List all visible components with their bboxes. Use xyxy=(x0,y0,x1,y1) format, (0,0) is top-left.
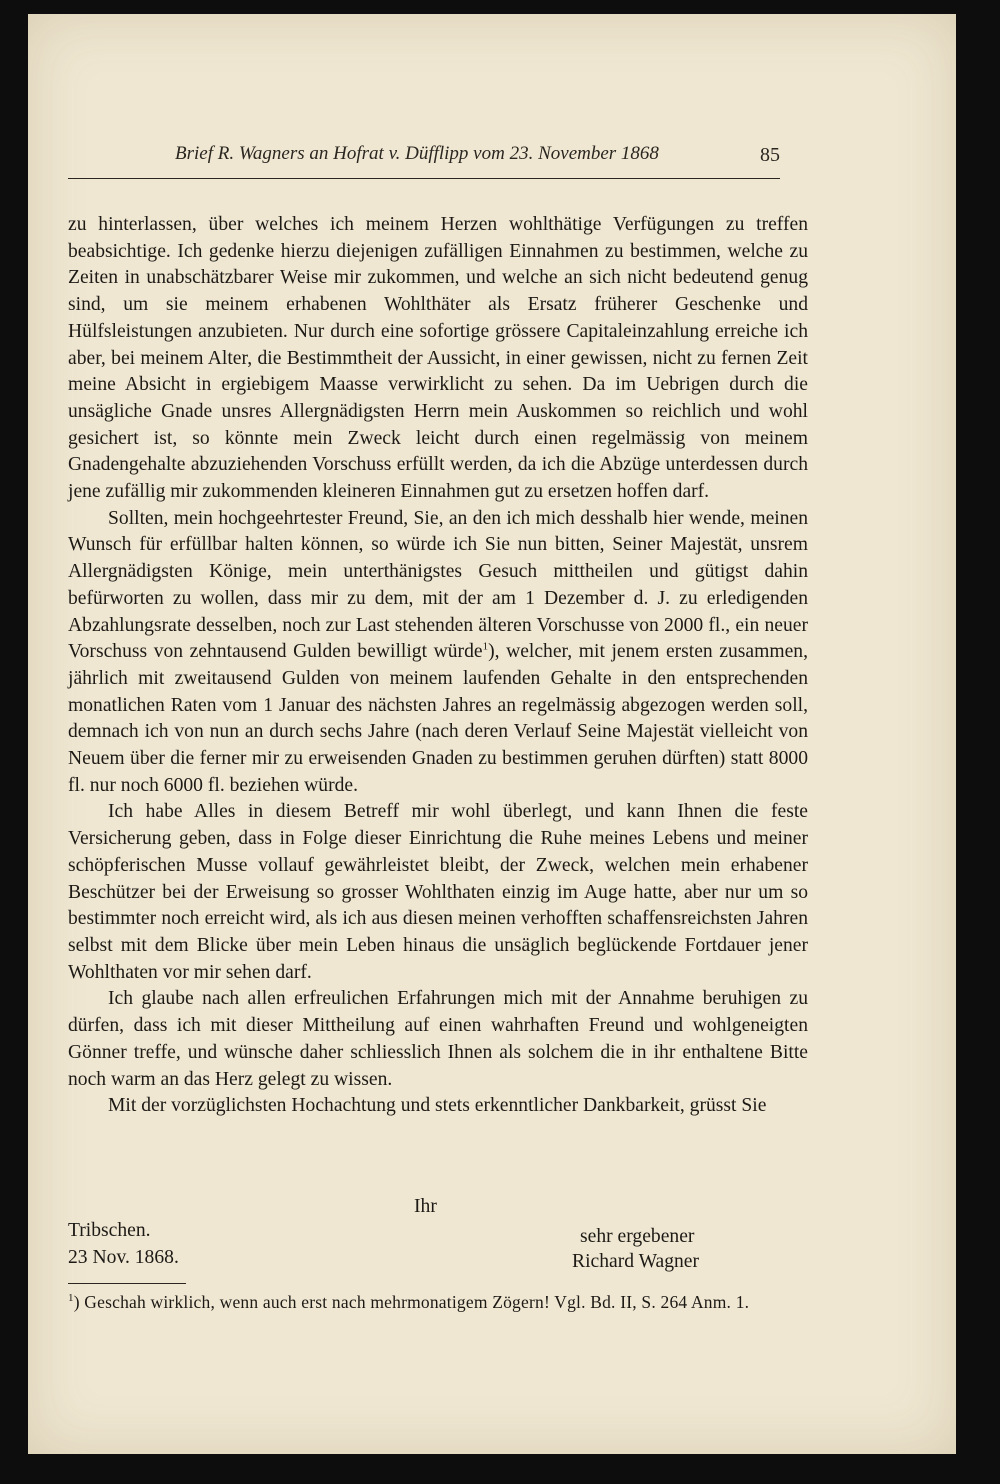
paragraph-1: zu hinterlassen, über welches ich meinem Herzen wohlthätige Verfügungen zu treffen beabsichtige. Ich gedenke hierzu diejenigen zufälligen Einnahmen zu bestimmen, welche zu Zeiten in unabschätzbarer Weise mir zukommen, und welche an sich nicht bedeutend genug sind, um sie meinem erhabenen Wohlthäter als Ersatz früherer Geschenke und Hülfsleistungen anzubieten. Nur durch eine sofortige grössere Capitaleinzahlung erreiche ich aber, bei meinem Alter, die Bestimmtheit der Aussicht, in einer gewissen, nicht zu fernen Zeit meine Absicht in ergiebigem Maasse verwirklicht zu sehen. Da im Uebrigen durch die unsägliche Gnade unsres Allergnädigsten Herrn mein Auskommen so reichlich und wohl gesichert ist, so könnte mein Zweck leicht durch einen regelmässig von meinem Gnadengehalte abzuziehenden Vorschuss erfüllt werden, da ich die Abzüge unterdessen durch jene zufällig mir zukommenden kleineren Einnahmen gut zu ersetzen hoffen darf. xyxy=(68,214,808,503)
running-header xyxy=(68,142,780,179)
closing-place: Tribschen. xyxy=(68,1220,151,1241)
running-title: Brief R. Wagners an Hofrat v. Düfflipp vom 23. November 1868 xyxy=(175,143,659,164)
letter-closing xyxy=(68,1192,808,1282)
paragraph-5: Mit der vorzüglichsten Hochachtung und stets erkenntlicher Dankbarkeit, grüsst Sie xyxy=(108,1095,767,1117)
footnote xyxy=(68,1292,808,1313)
paragraph-2-text-b: ), welcher, mit jenem ersten zusammen, jährlich mit zweitausend Gulden von meinem laufenden Gehalte in den entsprechenden monatlichen Raten vom 1 Januar des nächsten Jahres an regelmässig abgezogen werden soll, demnach ich von nun an durch sechs Jahre (nach deren Verlauf Seine Majestät vielleicht von Neuem über die ferner mir zu erweisenden Gnaden zu bestimmen geruhen dürften) statt 8000 fl. nur noch 6000 fl. beziehen würde. xyxy=(68,641,808,796)
complimentary-close: sehr ergebener xyxy=(580,1226,695,1247)
footnote-marker: 1 xyxy=(68,1292,74,1305)
footnote-reference: 1 xyxy=(482,640,489,653)
closing-ihr: Ihr xyxy=(414,1196,437,1217)
book-page xyxy=(28,14,956,1454)
paragraph-4: Ich glaube nach allen erfreulichen Erfahrungen mich mit der Annahme beruhigen zu dürfen, dass ich mit dieser Mittheilung auf einen wahrhaften Freund und wohlgeneigten Gönner treffe, und wünsche daher schliesslich Ihnen als solchem die in ihr enthaltene Bitte noch warm an das Herz gelegt zu wissen. xyxy=(68,988,808,1090)
paragraph-3: Ich habe Alles in diesem Betreff mir wohl überlegt, und kann Ihnen die feste Versicherung geben, dass in Folge dieser Einrichtung die Ruhe meines Lebens und meiner schöpferischen Musse vollauf gewährleistet bleibt, der Zweck, welchen mein erhabener Beschützer bei der Erweisung so grosser Wohlthaten einzig im Auge hatte, aber nur um so bestimmter noch erreicht wird, als ich aus diesen meinen verhofften schaffensreichsten Jahren selbst mit dem Blicke über mein Leben hinaus die unsäglich beglückende Fortdauer jener Wohlthaten vor mir sehen darf. xyxy=(68,801,808,983)
footnote-text: ) Geschah wirklich, wenn auch erst nach mehrmonatigem Zögern! Vgl. Bd. II, S. 264 Anm. 1. xyxy=(73,1292,750,1312)
paragraph-2-text-a: Sollten, mein hochgeehrtester Freund, Sie, an den ich mich desshalb hier wende, meinen Wunsch für erfüllbar halten können, so würde ich Sie nun bitten, Seiner Majestät, unsrem Allergnädigsten Könige, mein unterthänigstes Gesuch mittheilen und gütigst dahin befürworten zu wollen, dass mir zu dem, mit der am 1 Dezember d. J. zu erledigenden Abzahlungsrate desselben, noch zur Last stehenden älteren Vorschusse von 2000 fl., ein neuer Vorschuss von zehntausend Gulden bewilligt würde xyxy=(68,507,808,663)
signature: Richard Wagner xyxy=(572,1251,700,1272)
footnote-rule xyxy=(68,1283,186,1284)
paragraph-2 xyxy=(68,506,808,800)
page-number: 85 xyxy=(760,144,780,166)
letter-body xyxy=(68,212,808,1120)
closing-date: 23 Nov. 1868. xyxy=(68,1247,179,1268)
